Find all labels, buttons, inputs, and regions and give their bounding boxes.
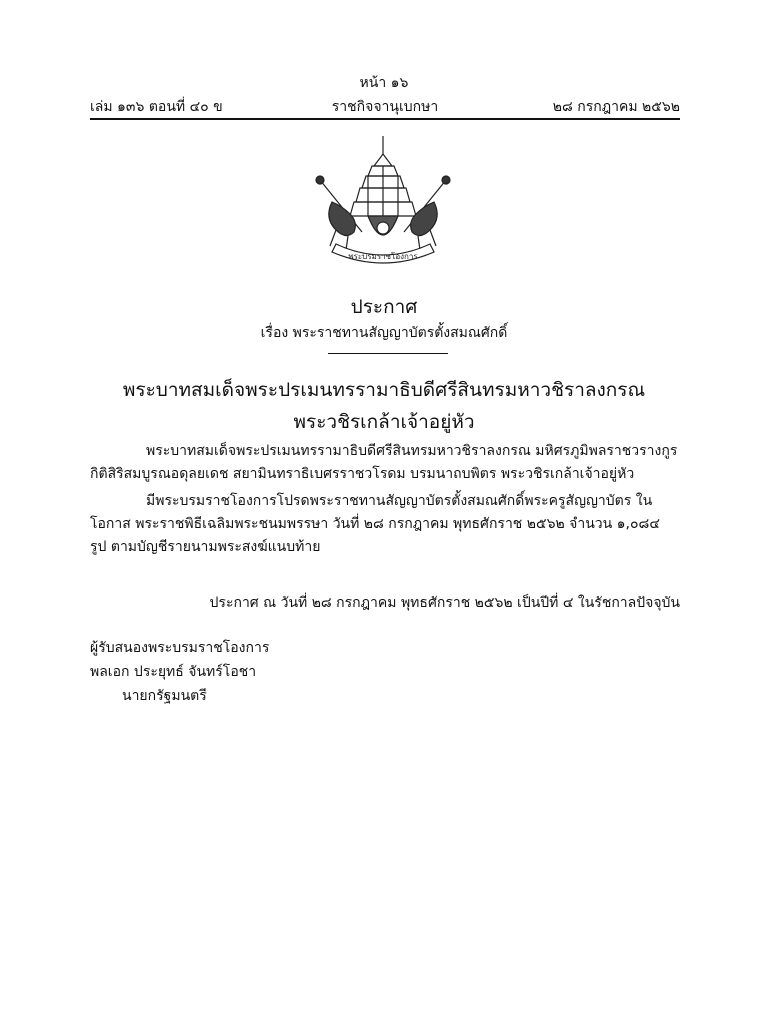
volume-issue: เล่ม ๑๓๖ ตอนที่ ๔๐ ข [90, 99, 223, 115]
gazette-header [90, 96, 680, 116]
publication-date: ๒๘ กรกฎาคม ๒๕๖๒ [552, 99, 680, 115]
signatory-position: นายกรัฐมนตรี [122, 688, 207, 704]
body-paragraph-2: มีพระบรมราชโองการโปรดพระราชทานสัญญาบัตรตั้งสมณศักดิ์พระครูสัญญาบัตร ในโอกาส พระราชพิธีเฉลิมพระชนมพรรษา วันที่ ๒๘ กรกฎาคม พุทธศักราช ๒๕๖๒ จำนวน ๑,๐๘๔ รูป ตามบัญชีรายนามพระสงฆ์แนบท้าย [90, 493, 660, 555]
header-divider [90, 118, 680, 120]
royal-emblem-icon [302, 132, 464, 272]
announcement-title: ประกาศ [350, 296, 418, 318]
signatory-block [90, 636, 269, 708]
king-name [0, 374, 768, 438]
publication-name: ราชกิจจานุเบกษา [331, 99, 439, 115]
announcement-subject: เรื่อง พระราชทานสัญญาบัตรตั้งสมณศักดิ์ [260, 325, 508, 341]
title-divider [328, 353, 448, 354]
king-name-line-1: พระบาทสมเด็จพระปรเมนทรรามาธิบดีศรีสินทรมหาวชิราลงกรณ [122, 379, 646, 401]
page-number: หน้า ๑๖ [359, 75, 409, 91]
given-date: ประกาศ ณ วันที่ ๒๘ กรกฎาคม พุทธศักราช ๒๕๖๒ เป็นปีที่ ๔ ในรัชกาลปัจจุบัน [209, 595, 680, 611]
king-name-line-2: พระวชิรเกล้าเจ้าอยู่หัว [293, 411, 475, 433]
svg-text:พระบรมราชโองการ: พระบรมราชโองการ [348, 252, 418, 261]
countersign-label: ผู้รับสนองพระบรมราชโองการ [90, 640, 270, 656]
body-paragraph-1: พระบาทสมเด็จพระปรเมนทรรามาธิบดีศรีสินทรมหาวชิราลงกรณ มหิศรภูมิพลราชวรางกูร กิติสิริสมบูรณอดุลยเดช สยามินทราธิเบศรราชวโรดม บรมนาถบพิตร พระวชิรเกล้าเจ้าอยู่หัว [90, 443, 678, 482]
signatory-name: พลเอก ประยุทธ์ จันทร์โอชา [90, 664, 257, 680]
